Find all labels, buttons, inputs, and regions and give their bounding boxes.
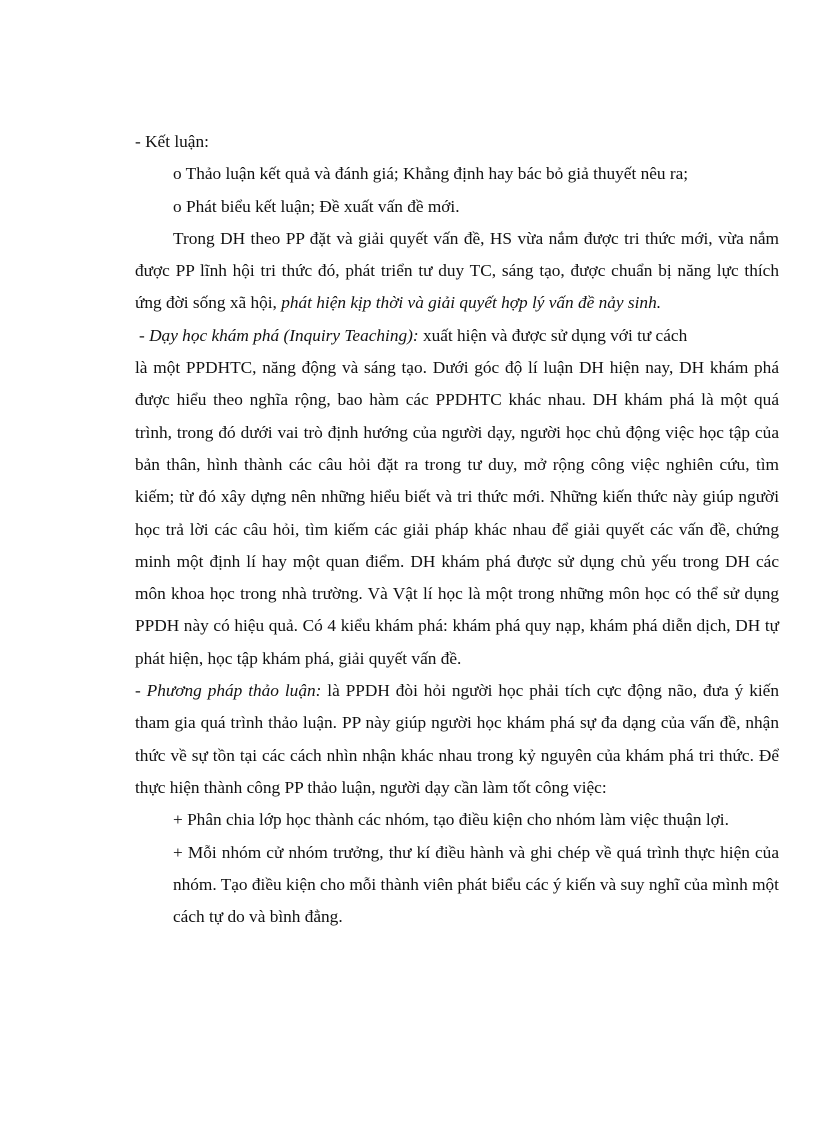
discussion-label: - Phương pháp thảo luận: (135, 681, 322, 701)
inquiry-paragraph: là một PPDHTC, năng động và sáng tạo. Dưới góc độ lí luận DH hiện nay, DH khám phá được hiểu theo nghĩa rộng, bao hàm các PPDHTC khác nhau. DH khám phá là một quá trình, trong đó dưới vai trò định hướng của người dạy, người học chủ động việc học tập của bản thân, hình thành các câu hỏi đặt ra trong tư duy, mở rộng công việc nghiên cứu, tìm kiếm; từ đó xây dựng nên những hiểu biết và tri thức mới. Những kiến thức này giúp người học trả lời các câu hỏi, tìm kiếm các giải pháp khác nhau để giải quyết các vấn đề, chứng minh một định lí hay một quan điểm. DH khám phá được sử dụng chủ yếu trong DH các môn khoa học trong nhà trường. Và Vật lí học là một trong những môn học có thể sử dụng PPDH này có hiệu quả. Có 4 kiểu khám phá: khám phá quy nạp, khám phá diễn dịch, DH tự phát hiện, học tập khám phá, giải quyết vấn đề. (135, 358, 779, 668)
conclusion-item: o Thảo luận kết quả và đánh giá; Khẳng định hay bác bỏ giả thuyết nêu ra; (173, 164, 689, 184)
italic-emphasis: phát hiện kịp thời và giải quyết hợp lý vấn đề nảy sinh. (281, 293, 662, 313)
conclusion-item: o Phát biểu kết luận; Đề xuất vấn đề mới. (173, 196, 460, 216)
inquiry-label: - Dạy học khám phá (Inquiry Teaching): (139, 325, 419, 345)
discussion-item: + Phân chia lớp học thành các nhóm, tạo điều kiện cho nhóm làm việc thuận lợi. (173, 810, 729, 830)
discussion-text: là PPDH đòi hỏi người học phải tích cực động não, đưa ý kiến tham gia quá trình thảo luận. PP này giúp người học khám phá sự đa dạng của vấn đề, nhận thức về sự tồn tại các cách nhìn nhận khác nhau trong kỷ nguyên của khám phá tri thức. Để thực hiện thành công PP thảo luận, người dạy cần làm tốt công việc: (135, 681, 779, 797)
inquiry-first-line (135, 320, 779, 352)
inquiry-first-line-text: xuất hiện và được sử dụng với tư cách (418, 325, 688, 345)
problem-solving-paragraph (135, 223, 779, 320)
conclusion-heading: - Kết luận: (135, 132, 209, 151)
document-body (135, 126, 779, 933)
paragraph-text: Trong DH theo PP đặt và giải quyết vấn đề, HS vừa nắm được tri thức mới, vừa nắm được PP lĩnh hội tri thức đó, phát triển tư duy TC, sáng tạo, được chuẩn bị năng lực thích ứng đời sống xã hội, (135, 228, 779, 313)
discussion-item: + Mỗi nhóm cử nhóm trưởng, thư kí điều hành và ghi chép về quá trình thực hiện của nhóm. Tạo điều kiện cho mỗi thành viên phát biểu các ý kiến và suy nghĩ của mình một cách tự do và bình đẳng. (173, 842, 779, 927)
discussion-paragraph (135, 675, 779, 804)
